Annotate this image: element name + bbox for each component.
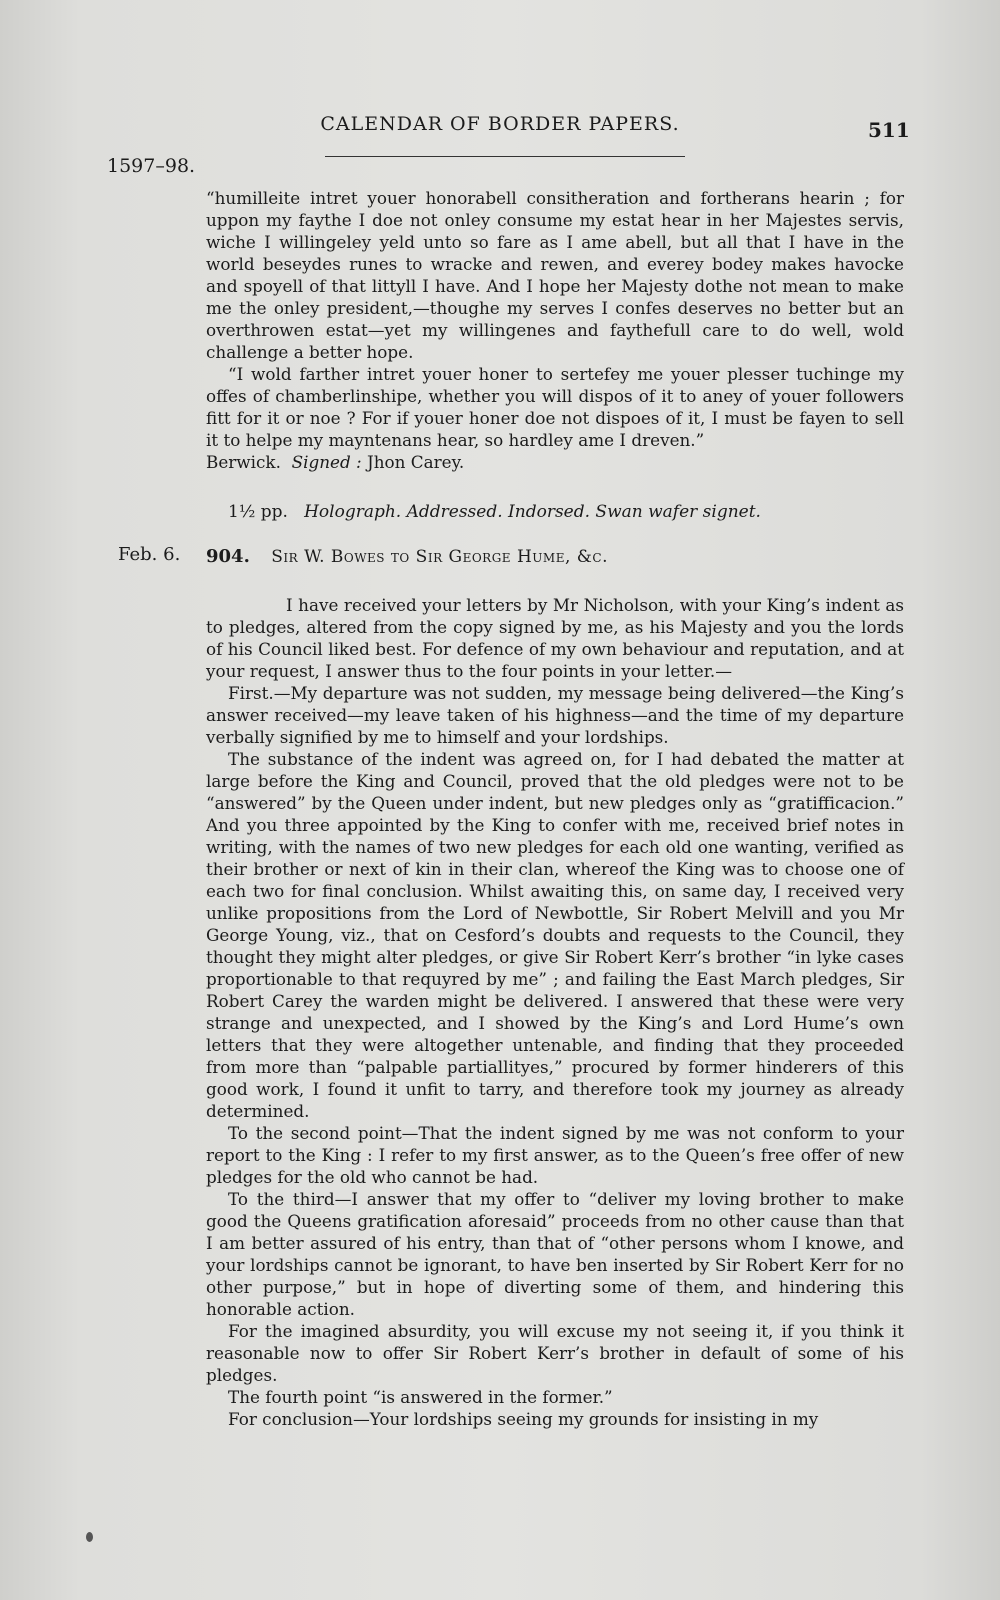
letter-paragraph: “humilleite intret youer honorabell consitheration and fortherans hearin ; for uppon my faythe I doe not onley consume my estat hear in her Majestes servis, wiche I willingeley yeld unto so fare as I ame abell, but all that I have in the world beseydes runes to wracke and rewen, and everey bodey makes havocke and spoyell of that littyll I have. And I hope her Majesty dothe not mean to make me the onley president,—thoughe my serves I confes deserves no better but an overthrowen estat—yet my willingenes and faythefull care to do well, wold challenge a better hope. — [206, 188, 904, 362]
margin-date: Feb. 6. — [118, 544, 181, 565]
entry-body — [206, 594, 904, 1430]
letter-paragraph: “I wold farther intret youer honer to sertefey me youer plesser tuchinge my offes of chamberlinshipe, whether you will dispos of it to aney of youer followers fitt for it or noe ? For if youer honer doe not dispoes of it, I must be fayen to sell it to helpe my mayntenans hear, so hardley ame I dreven.” — [206, 364, 904, 450]
letter-place: Berwick. — [206, 452, 281, 472]
signature-line — [206, 451, 904, 473]
entry-title: Sir W. Bowes to Sir George Hume, &c. — [271, 547, 608, 567]
endnote-pages: 1½ pp. — [228, 502, 288, 522]
margin-year: 1597–98. — [107, 155, 196, 177]
signer-name: Jhon Carey. — [367, 452, 465, 472]
entry-paragraph: For the imagined absurdity, you will excuse my not seeing it, if you think it reasonable now to offer Sir Robert Kerr’s brother in default of some of his pledges. — [206, 1321, 904, 1385]
letter-continuation — [206, 187, 904, 473]
header-rule — [325, 156, 685, 157]
entry-heading — [206, 546, 608, 567]
entry-paragraph: To the second point—That the indent signed by me was not conform to your report to the King : I refer to my first answer, as to the Queen’s free offer of new pledges for the old who cannot be had. — [206, 1123, 904, 1187]
entry-paragraph: The substance of the indent was agreed on, for I had debated the matter at large before the King and Council, proved that the old pledges were not to be “answered” by the Queen under indent, but new pledges only as “gratifficacion.” And you three appointed by the King to confer with me, received brief notes in writing, with the names of two new pledges for each old one wanting, verified as their brother or next of kin in their clan, whereof the King was to choose one of each two for final conclusion. Whilst awaiting this, on same day, I received very unlike propositions from the Lord of Newbottle, Sir Robert Melvill and you Mr George Young, viz., that on Cesford’s doubts and requests to the Council, they thought they might alter pledges, or give Sir Robert Kerr’s brother “in lyke cases proportionable to that requyred by me” ; and failing the East March pledges, Sir Robert Carey the warden might be delivered. I answered that these were very strange and unexpected, and I showed by the King’s and Lord Hume’s own letters that they were altogether untenable, and finding that they proceeded from more than “palpable partiallityes,” procured by former hinderers of this good work, I found it unfit to tarry, and therefore took my journey as already determined. — [206, 749, 904, 1121]
page-number: 511 — [868, 118, 910, 142]
document-endnote — [228, 502, 908, 522]
entry-paragraph: For conclusion—Your lordships seeing my grounds for insisting in my — [228, 1409, 819, 1429]
signed-label: Signed : — [291, 452, 362, 472]
ink-spot — [86, 1532, 93, 1542]
entry-paragraph: The fourth point “is answered in the former.” — [228, 1387, 613, 1407]
entry-paragraph: I have received your letters by Mr Nicholson, with your King’s indent as to pledges, altered from the copy signed by me, as his Majesty and you the lords of his Council liked best. For defence of my own behaviour and reputation, and at your request, I answer thus to the four points in your letter.— — [206, 595, 904, 681]
entry-paragraph: First.—My departure was not sudden, my message being delivered—the King’s answer received—my leave taken of his highness—and the time of my departure verbally signified by me to himself and your lordships. — [206, 683, 904, 747]
running-head: CALENDAR OF BORDER PAPERS. — [320, 113, 680, 135]
endnote-description: Holograph. Addressed. Indorsed. Swan wafer signet. — [304, 502, 761, 522]
entry-number: 904. — [206, 546, 250, 567]
entry-paragraph: To the third—I answer that my offer to “deliver my loving brother to make good the Queens gratification aforesaid” proceeds from no other cause than that I am better assured of his entry, than that of “other persons whom I knowe, and your lordships cannot be ignorant, to have ben inserted by Sir Robert Kerr for no other purpose,” but in hope of diverting some of them, and hindering this honorable action. — [206, 1189, 904, 1319]
